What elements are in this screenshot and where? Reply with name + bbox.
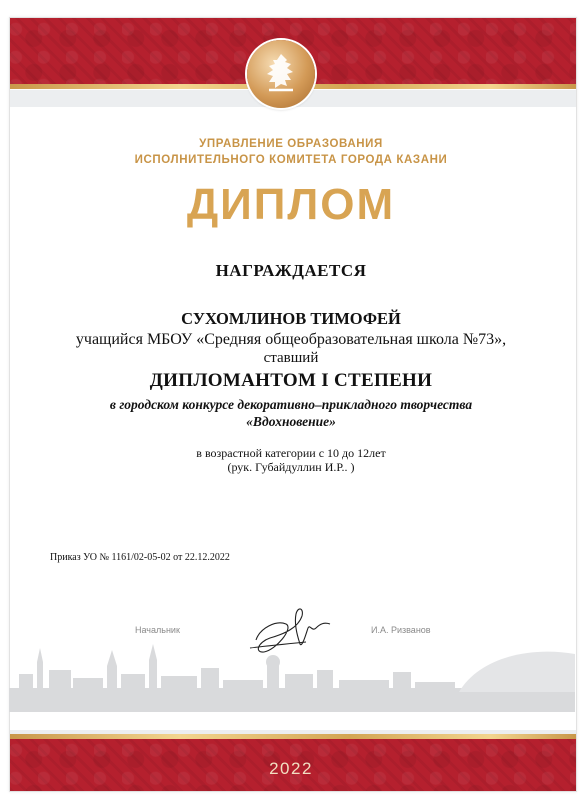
- degree-line: ДИПЛОМАНТОМ I СТЕПЕНИ: [149, 370, 433, 391]
- signer-name: И.А. Ризванов: [371, 625, 431, 635]
- organization-name: [0, 136, 582, 168]
- supervisor-line: (рук. Губайдуллин И.Р.. ): [227, 460, 355, 474]
- kazan-coat-of-arms-icon: [247, 40, 315, 108]
- awarded-heading: НАГРАЖДАЕТСЯ: [215, 261, 367, 280]
- became-line: ставший: [263, 350, 319, 366]
- contest-description: [0, 396, 582, 430]
- diploma-title: ДИПЛОМ: [186, 180, 396, 229]
- diploma-year: 2022: [269, 759, 313, 778]
- recipient-name: СУХОМЛИНОВ ТИМОФЕЙ: [181, 309, 401, 328]
- city-skyline-illustration: [9, 640, 575, 712]
- organization-line1: УПРАВЛЕНИЕ ОБРАЗОВАНИЯ: [199, 138, 383, 150]
- organization-line2: ИСПОЛНИТЕЛЬНОГО КОМИТЕТА ГОРОДА КАЗАНИ: [134, 154, 448, 166]
- contest-line2: «Вдохновение»: [246, 414, 336, 429]
- school-line: учащийся МБОУ «Средняя общеобразовательная школа №73»,: [75, 331, 507, 348]
- signer-position: Начальник: [135, 625, 180, 635]
- age-category: в возрастной категории с 10 до 12лет: [196, 446, 386, 460]
- contest-line1: в городском конкурсе декоративно–прикладного творчества: [109, 397, 473, 412]
- order-reference: Приказ УО № 1161/02-05-02 от 22.12.2022: [50, 552, 230, 563]
